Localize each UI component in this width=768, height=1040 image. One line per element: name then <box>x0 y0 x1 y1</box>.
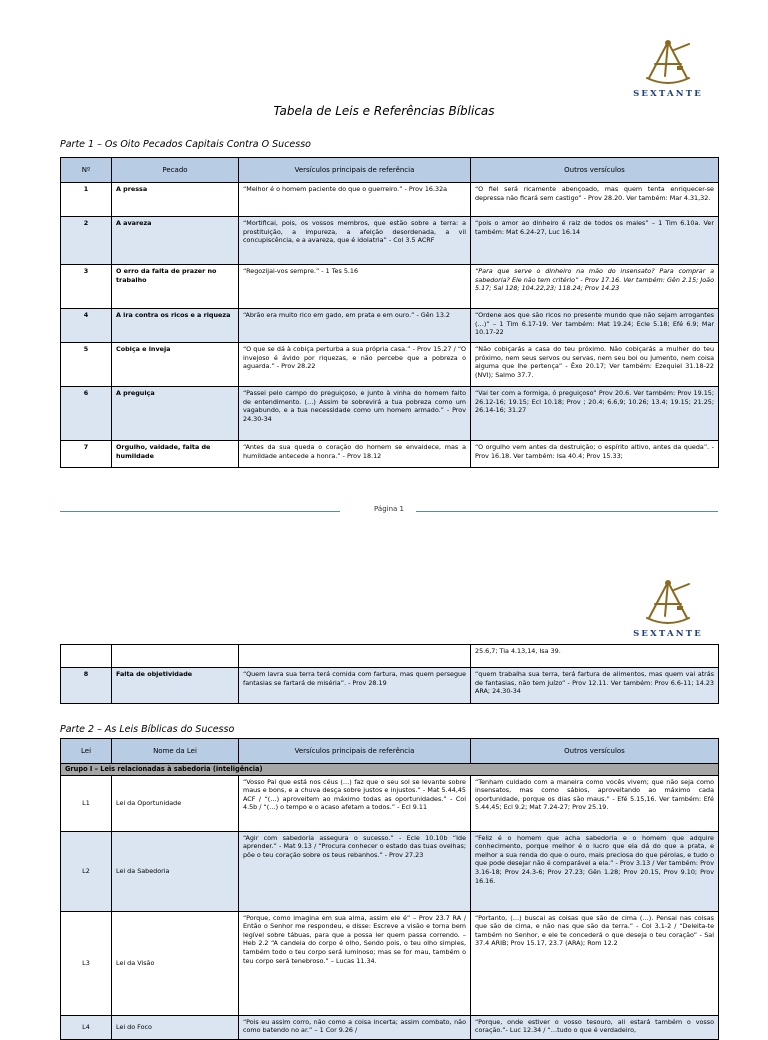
header-num: Nº <box>61 158 112 183</box>
row-main: “Quem lavra sua terra terá comida com fartura, mas quem persegue fantasias se fartará de miséria”. - Prov 28.19 <box>239 668 471 704</box>
row-name: Falta de objetividade <box>112 668 239 704</box>
table-row <box>61 265 719 309</box>
part2-table <box>60 738 719 1040</box>
table-row <box>61 775 719 831</box>
row-main: “Antes da sua queda o coração do homem se envaidece, mas a humildade antecede a honra.” - Prov 18.12 <box>239 441 471 468</box>
table-header-row <box>61 158 719 183</box>
table-header-row <box>61 739 719 764</box>
row-other: “Portanto, (…) buscai as coisas que são de cima (…). Pensai nas coisas que são de cima, e não nas que são da terra.” - Col 3.1-2 / “Deleita-te também no Senhor, e ele te concederá o que deseja o teu coração” - Sal 37.4 ARIB; Prov 15.17, 23.7 (ARA); Rom 12.2 <box>471 911 719 1015</box>
header-other: Outros versículos <box>471 739 719 764</box>
row-num: L1 <box>61 775 112 831</box>
table-row <box>61 441 719 468</box>
table-row <box>61 645 719 668</box>
row-other: “Feliz é o homem que acha sabedoria e o homem que adquire conhecimento, porque melhor é o lucro que ela dá do que a prata, e melhor a sua renda do que o ouro, mais preciosa do que pérolas, e tudo o que pode desejar não é comparável a ela.” - Prov 3.13 / Ver também: Prov 3.16-18; Prov 24.3-6; Prov 27.23; Gên 1.28; Prov 20.15, Prov 9.10; Prov 16.16. <box>471 831 719 911</box>
row-other: 25.6,7; Tia 4.13,14, Isa 39. <box>471 645 719 668</box>
row-num: 3 <box>61 265 112 309</box>
row-main: “Porque, como imagina em sua alma, assim ele é” – Prov 23.7 RA / Então o Senhor me respondeu, e disse: Escreve a visão e torna bem legível sobre tábuas, para que a possa ler quem passa correndo. – Heb 2.2 “A candeia do corpo é olho, Sendo pois, o teu olho simples, também todo o teu corpo será luminoso; mas se for mau, também o teu corpo será tenebroso.” – Lucas 11.34. <box>239 911 471 1015</box>
row-num: L3 <box>61 911 112 1015</box>
row-main: “Mortificai, pois, os vossos membros, que estão sobre a terra: a prostituição, a impureza, a afeição desordenada, a vil concupiscência, e a avareza, que é idolatria” - Col 3.5 ACRF <box>239 217 471 265</box>
row-other: “pois o amor ao dinheiro é raiz de todos os males” – 1 Tim 6.10a. Ver também: Mat 6.24-27, Luc 16.14 <box>471 217 719 265</box>
row-num: 6 <box>61 387 112 441</box>
row-num: 1 <box>61 183 112 217</box>
part1-table-continued <box>60 644 719 704</box>
logo <box>628 578 708 639</box>
row-num: 4 <box>61 309 112 343</box>
page-number: Página 1 <box>374 505 404 513</box>
document-title: Tabela de Leis e Referências Bíblicas <box>273 104 495 118</box>
row-other: “Porque, onde estiver o vosso tesouro, ali estará também o vosso coração.”- Luc 12.34 / “…tudo o que é verdadeiro, <box>471 1015 719 1039</box>
part1-title: Parte 1 – Os Oito Pecados Capitais Contra O Sucesso <box>60 139 311 150</box>
row-other: “Tenham cuidado com a maneira como vocês vivem; que não seja como insensatos, mas como sábios, aproveitando ao máximo cada oportunidade, porque os dias são maus.” - Efé 5.15,16. Ver também: Efé 5.44,45; Ecl 9.2; Mat 7.24-27; Prov 25.19. <box>471 775 719 831</box>
row-name: Lei da Oportunidade <box>112 775 239 831</box>
row-name: Lei do Foco <box>112 1015 239 1039</box>
group-row <box>61 764 719 776</box>
table-row <box>61 343 719 387</box>
row-other: “O orgulho vem antes da destruição; o espírito altivo, antes da queda”. - Prov 16.18. Ver também: Isa 40.4; Prov 15.33; <box>471 441 719 468</box>
logo <box>628 38 708 99</box>
table-row <box>61 217 719 265</box>
row-name: Cobiça e inveja <box>112 343 239 387</box>
row-other: “Para que serve o dinheiro na mão do insensato? Para comprar a sabedoria? Ele não tem critério” - Prov 17.16. Ver também: Gên 2.15; João 5.17; Sal 128; 104.22,23; 118.24; Prov 14.23 <box>471 265 719 309</box>
table-row <box>61 309 719 343</box>
table-row <box>61 831 719 911</box>
row-num: L2 <box>61 831 112 911</box>
brand-name: SEXTANTE <box>633 629 703 639</box>
header-law: Lei <box>61 739 112 764</box>
row-name: A pressa <box>112 183 239 217</box>
table-row <box>61 183 719 217</box>
row-main: “Abrão era muito rico em gado, em prata e em ouro.” - Gên 13.2 <box>239 309 471 343</box>
sextant-icon <box>628 38 708 88</box>
row-name: Orgulho, vaidade, falta de humildade <box>112 441 239 468</box>
sextant-icon <box>628 578 708 628</box>
table-row <box>61 387 719 441</box>
row-name: Lei da Sabedoria <box>112 831 239 911</box>
footer-divider <box>416 511 718 512</box>
table-row <box>61 1015 719 1039</box>
header-main: Versículos principais de referência <box>239 739 471 764</box>
header-other: Outros versículos <box>471 158 719 183</box>
part2-title: Parte 2 – As Leis Bíblicas do Sucesso <box>60 724 235 735</box>
row-name: A avareza <box>112 217 239 265</box>
row-other: “quem trabalha sua terra, terá fartura de alimentos, mas quem vai atrás de fantasias, não tem juízo” - Prov 12.11. Ver também: Prov 6.6-11; 14.23 ARA; 24.30-34 <box>471 668 719 704</box>
row-other: “O fiel será ricamente abençoado, mas quem tenta enriquecer-se depressa não ficará sem castigo” - Prov 28.20. Ver também: Mar 4.31,32. <box>471 183 719 217</box>
row-name: A preguiça <box>112 387 239 441</box>
row-num: 7 <box>61 441 112 468</box>
header-sin: Pecado <box>112 158 239 183</box>
row-name: A ira contra os ricos e a riqueza <box>112 309 239 343</box>
header-law-name: Nome da Lei <box>112 739 239 764</box>
row-main: “Vosso Pai que está nos céus (…) faz que o seu sol se levante sobre maus e bons, e a chuva desça sobre justos e injustos.” - Mat 5.44,45 ACF / “(…) aproveitem ao máximo todas as oportunidades.” - Col 4.5b / “(…) o tempo e o acaso afetam a todos.” - Ecl 9.11 <box>239 775 471 831</box>
header-main: Versículos principais de referência <box>239 158 471 183</box>
row-other: “Vai ter com a formiga, ó preguiçoso” Prov 20.6. Ver também: Prov 19.15; 26.12-16; 19.15; Ecl 10.18; Prov ; 20.4; 6.6,9; 10.26; 13.4; 19.15; 21.25; 26.14-16; 31.27 <box>471 387 719 441</box>
row-other: “Não cobiçarás a casa do teu próximo. Não cobiçarás a mulher do teu próximo, nem seus servos ou servas, nem seu boi ou jumento, nem coisa alguma que lhe pertença” - Êxo 20.17; Ver também: Ezequiel 31.18-22 (NVI); Salmo 37.7. <box>471 343 719 387</box>
row-num: 8 <box>61 668 112 704</box>
brand-name: SEXTANTE <box>633 89 703 99</box>
row-num: 2 <box>61 217 112 265</box>
row-name: Lei da Visão <box>112 911 239 1015</box>
group-label: Grupo I – Leis relacionadas à sabedoria (inteligência) <box>61 764 719 776</box>
row-main: “Agir com sabedoria assegura o sucesso.” - Ecle 10.10b “Ide aprender.” - Mat 9.13 / “Procura conhecer o estado das tuas ovelhas; põe o teu coração sobre os teus rebanhos.” - Prov 27.23 <box>239 831 471 911</box>
part1-table <box>60 157 719 468</box>
table-row <box>61 911 719 1015</box>
page-footer <box>60 505 718 519</box>
row-main: “Melhor é o homem paciente do que o guerreiro.” - Prov 16.32a <box>239 183 471 217</box>
table-row <box>61 668 719 704</box>
row-num: L4 <box>61 1015 112 1039</box>
row-main: “Passei pelo campo do preguiçoso, e junto à vinha do homem falto de entendimento. (…) Assim te sobrevirá a tua pobreza como um vagabundo, e a tua necessidade como um homem armado.” - Prov 24.30-34 <box>239 387 471 441</box>
row-other: “Ordene aos que são ricos no presente mundo que não sejam arrogantes (…)” – 1 Tim 6.17-19. Ver também: Mat 19.24; Ecle 5.18; Efé 6.9; Mar 10.17-22 <box>471 309 719 343</box>
row-name: O erro da falta de prazer no trabalho <box>112 265 239 309</box>
row-main: “O que se dá à cobiça perturba a sua própria casa.” - Prov 15.27 / “O invejoso é ávido por riquezas, e não percebe que a pobreza o aguarda.” - Prov 28.22 <box>239 343 471 387</box>
row-main: “Pois eu assim corro, não como a coisa incerta; assim combato, não como batendo no ar.” – 1 Cor 9.26 / <box>239 1015 471 1039</box>
row-main: “Regozijai-vos sempre.” - 1 Tes 5.16 <box>239 265 471 309</box>
row-num: 5 <box>61 343 112 387</box>
